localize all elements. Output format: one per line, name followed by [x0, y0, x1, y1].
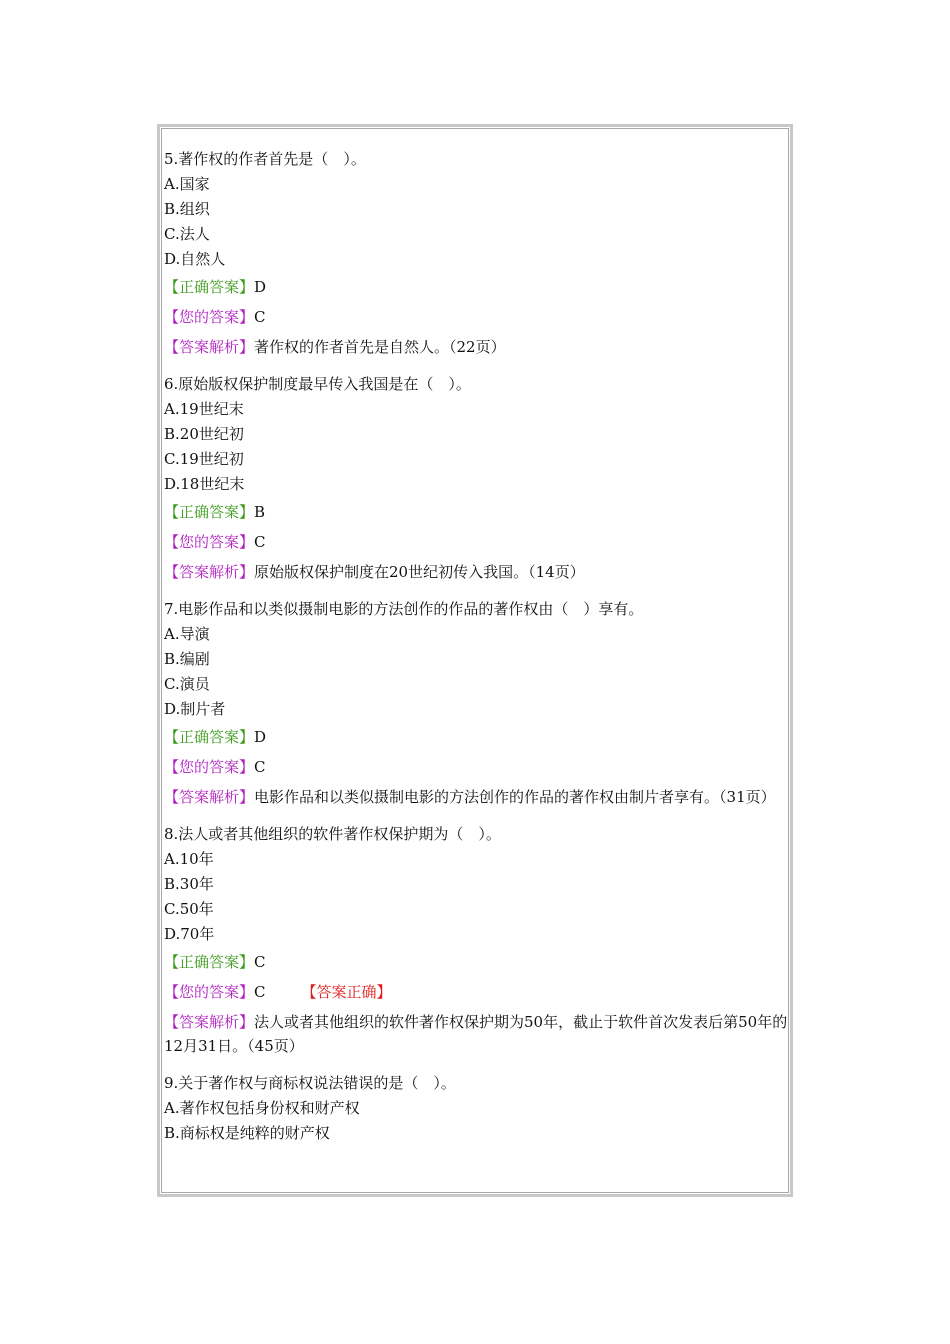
option-c: C.法人: [164, 225, 210, 243]
your-answer-value: C: [254, 983, 266, 1001]
correct-answer-value: C: [254, 953, 266, 971]
your-answer-label: 【您的答案】: [164, 308, 255, 326]
question-stem: 8.法人或者其他组织的软件著作权保护期为（ ）。: [164, 825, 501, 843]
your-answer-row: [164, 752, 790, 782]
question-stem: 7.电影作品和以类似摄制电影的方法创作的作品的著作权由（ ）享有。: [164, 600, 644, 618]
option-b: B.30年: [164, 875, 214, 893]
answer-correct-badge: 【答案正确】: [301, 983, 392, 1001]
correct-answer-value: B: [254, 503, 266, 521]
your-answer-row: [164, 977, 790, 1007]
option-c: C.演员: [164, 675, 210, 693]
analysis-label: 【答案解析】: [164, 563, 255, 581]
question-6: [164, 372, 790, 584]
option-a: A.10年: [164, 850, 214, 868]
your-answer-label: 【您的答案】: [164, 533, 255, 551]
your-answer-value: C: [254, 533, 266, 551]
question-stem: 5.著作权的作者首先是（ ）。: [164, 150, 366, 168]
option-d: D.18世纪末: [164, 475, 245, 493]
option-a: A.国家: [164, 175, 210, 193]
option-d: D.70年: [164, 925, 215, 943]
option-b: B.20世纪初: [164, 425, 244, 443]
question-9: [164, 1071, 790, 1146]
analysis-label: 【答案解析】: [164, 338, 255, 356]
question-stem: 6.原始版权保护制度最早传入我国是在（ ）。: [164, 375, 471, 393]
option-b: B.商标权是纯粹的财产权: [164, 1124, 330, 1142]
option-b: B.编剧: [164, 650, 210, 668]
answer-analysis: [164, 1007, 790, 1058]
answer-analysis: [164, 782, 790, 809]
option-a: A.导演: [164, 625, 210, 643]
your-answer-value: C: [254, 308, 266, 326]
your-answer-row: [164, 527, 790, 557]
option-a: A.著作权包括身份权和财产权: [164, 1099, 360, 1117]
answer-analysis: [164, 332, 790, 359]
analysis-text: 电影作品和以类似摄制电影的方法创作的作品的著作权由制片者享有。（31页）: [254, 788, 776, 806]
option-b: B.组织: [164, 200, 210, 218]
your-answer-label: 【您的答案】: [164, 758, 255, 776]
option-c: C.19世纪初: [164, 450, 244, 468]
option-d: D.制片者: [164, 700, 226, 718]
correct-answer-row: [164, 947, 790, 977]
option-a: A.19世纪末: [164, 400, 244, 418]
question-list: [164, 147, 790, 1159]
question-5: [164, 147, 790, 359]
correct-answer-row: [164, 722, 790, 752]
option-c: C.50年: [164, 900, 214, 918]
analysis-label: 【答案解析】: [164, 1013, 255, 1031]
correct-answer-label: 【正确答案】: [164, 503, 255, 521]
analysis-text: 法人或者其他组织的软件著作权保护期为50年，截止于软件首次发表后第50年的12月31日。（45页）: [164, 1013, 788, 1055]
question-8: [164, 822, 790, 1058]
analysis-label: 【答案解析】: [164, 788, 255, 806]
correct-answer-row: [164, 497, 790, 527]
correct-answer-label: 【正确答案】: [164, 278, 255, 296]
your-answer-label: 【您的答案】: [164, 983, 255, 1001]
correct-answer-row: [164, 272, 790, 302]
correct-answer-value: D: [254, 728, 267, 746]
question-7: [164, 597, 790, 809]
correct-answer-value: D: [254, 278, 267, 296]
answer-analysis: [164, 557, 790, 584]
analysis-text: 原始版权保护制度在20世纪初传入我国。（14页）: [254, 563, 585, 581]
question-frame: [157, 124, 793, 1197]
correct-answer-label: 【正确答案】: [164, 953, 255, 971]
your-answer-row: [164, 302, 790, 332]
option-d: D.自然人: [164, 250, 226, 268]
question-stem: 9.关于著作权与商标权说法错误的是（ ）。: [164, 1074, 456, 1092]
correct-answer-label: 【正确答案】: [164, 728, 255, 746]
analysis-text: 著作权的作者首先是自然人。（22页）: [254, 338, 506, 356]
your-answer-value: C: [254, 758, 266, 776]
